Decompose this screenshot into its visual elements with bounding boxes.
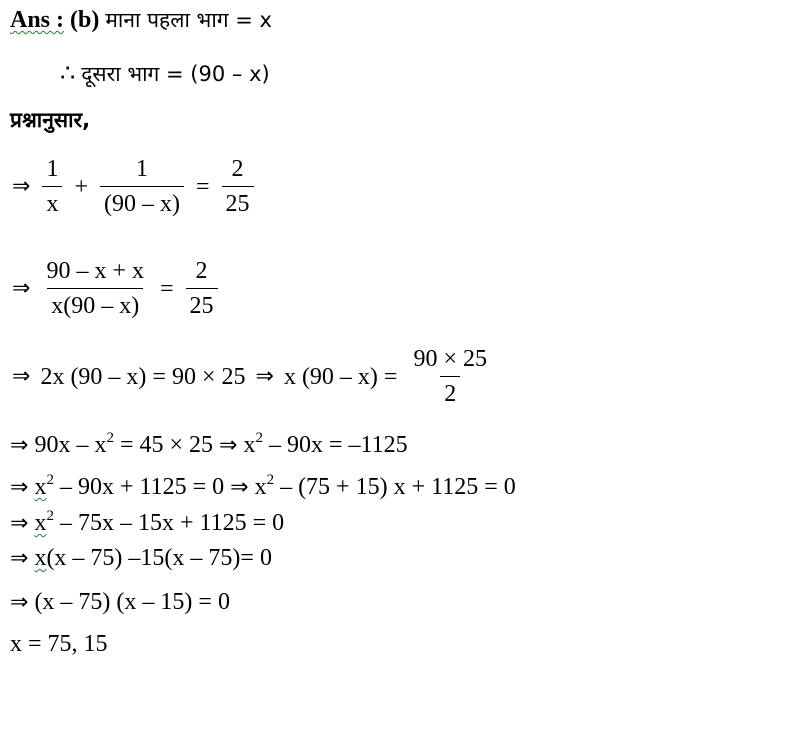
fraction-2-over-25 bbox=[186, 254, 218, 323]
denominator: 2 bbox=[440, 376, 460, 411]
fraction-90x25-over-2 bbox=[409, 342, 491, 411]
equation-6 bbox=[10, 502, 284, 538]
implies-arrow: ⇒ bbox=[12, 173, 31, 199]
answer-line bbox=[10, 6, 272, 34]
denominator: x bbox=[42, 186, 62, 221]
denominator: 25 bbox=[222, 186, 254, 221]
equation-4 bbox=[10, 424, 408, 460]
fraction-1-over-x bbox=[42, 152, 62, 221]
numerator: 2 bbox=[231, 156, 244, 182]
exponent: 2 bbox=[46, 508, 54, 524]
implies-arrow: ⇒ bbox=[12, 363, 31, 389]
numerator: 2 bbox=[195, 258, 208, 284]
implies-arrow: ⇒ bbox=[230, 475, 249, 500]
implies-arrow: ⇒ bbox=[12, 275, 31, 301]
denominator: x(90 – x) bbox=[47, 288, 143, 323]
equation-3-left: 2x (90 – x) = 90 × 25 bbox=[40, 363, 246, 390]
plus-sign: + bbox=[74, 173, 88, 200]
eq4-part-c: x bbox=[237, 432, 256, 458]
eq6-part-a: x bbox=[34, 510, 47, 536]
eq5-part-c: x bbox=[248, 474, 267, 500]
ans-option: (b) bbox=[70, 7, 100, 33]
eq5-part-a: x bbox=[34, 474, 47, 500]
fraction-combined bbox=[42, 254, 148, 323]
equation-5 bbox=[10, 466, 516, 502]
equals-sign: = bbox=[159, 275, 174, 302]
equation-3-mid: x (90 – x) = bbox=[283, 363, 398, 390]
exponent: 2 bbox=[106, 430, 114, 446]
eq7-part-b: (x – 75) –15(x – 75)= 0 bbox=[46, 545, 272, 571]
denominator: 25 bbox=[186, 288, 218, 323]
equation-3 bbox=[10, 342, 495, 411]
numerator: 90 – x + x bbox=[46, 258, 144, 284]
eq5-part-b: – 90x + 1125 = 0 bbox=[53, 474, 231, 500]
ans-statement: माना पहला भाग = x bbox=[105, 8, 272, 32]
exponent: 2 bbox=[46, 472, 54, 488]
factored-form: (x – 75) (x – 15) = 0 bbox=[34, 589, 230, 615]
implies-arrow: ⇒ bbox=[10, 433, 29, 458]
equation-8 bbox=[10, 588, 230, 617]
exponent: 2 bbox=[255, 430, 263, 446]
according-to-question: प्रश्नानुसार, bbox=[10, 108, 91, 132]
implies-arrow: ⇒ bbox=[10, 546, 29, 571]
eq4-part-d: – 90x = –1125 bbox=[262, 432, 408, 458]
equation-7 bbox=[10, 544, 272, 573]
implies-arrow: ⇒ bbox=[10, 590, 29, 615]
final-answer: x = 75, 15 bbox=[10, 631, 108, 657]
eq5-part-d: – (75 + 15) x + 1125 = 0 bbox=[274, 474, 516, 500]
therefore-symbol: ∴ bbox=[60, 61, 76, 87]
implies-arrow: ⇒ bbox=[255, 363, 274, 389]
equation-1 bbox=[10, 152, 258, 221]
equation-2 bbox=[10, 254, 222, 323]
fraction-1-over-90-minus-x bbox=[100, 152, 184, 221]
numerator: 90 × 25 bbox=[413, 346, 488, 372]
eq6-part-b: – 75x – 15x + 1125 = 0 bbox=[53, 510, 285, 536]
second-part-statement: दूसरा भाग = (90 – x) bbox=[81, 62, 270, 86]
eq4-part-a: 90x – x bbox=[34, 432, 107, 458]
implies-arrow: ⇒ bbox=[10, 511, 29, 536]
eq4-part-b: = 45 × 25 bbox=[113, 432, 220, 458]
implies-arrow: ⇒ bbox=[10, 475, 29, 500]
equals-sign: = bbox=[195, 173, 210, 200]
fraction-2-over-25 bbox=[222, 152, 254, 221]
numerator: 1 bbox=[135, 156, 148, 182]
ans-label: Ans : bbox=[10, 7, 65, 33]
numerator: 1 bbox=[46, 156, 59, 182]
exponent: 2 bbox=[266, 472, 275, 488]
eq7-part-a: x bbox=[34, 545, 47, 571]
implies-arrow: ⇒ bbox=[219, 433, 238, 458]
second-part-line bbox=[60, 60, 270, 88]
denominator: (90 – x) bbox=[100, 186, 184, 221]
